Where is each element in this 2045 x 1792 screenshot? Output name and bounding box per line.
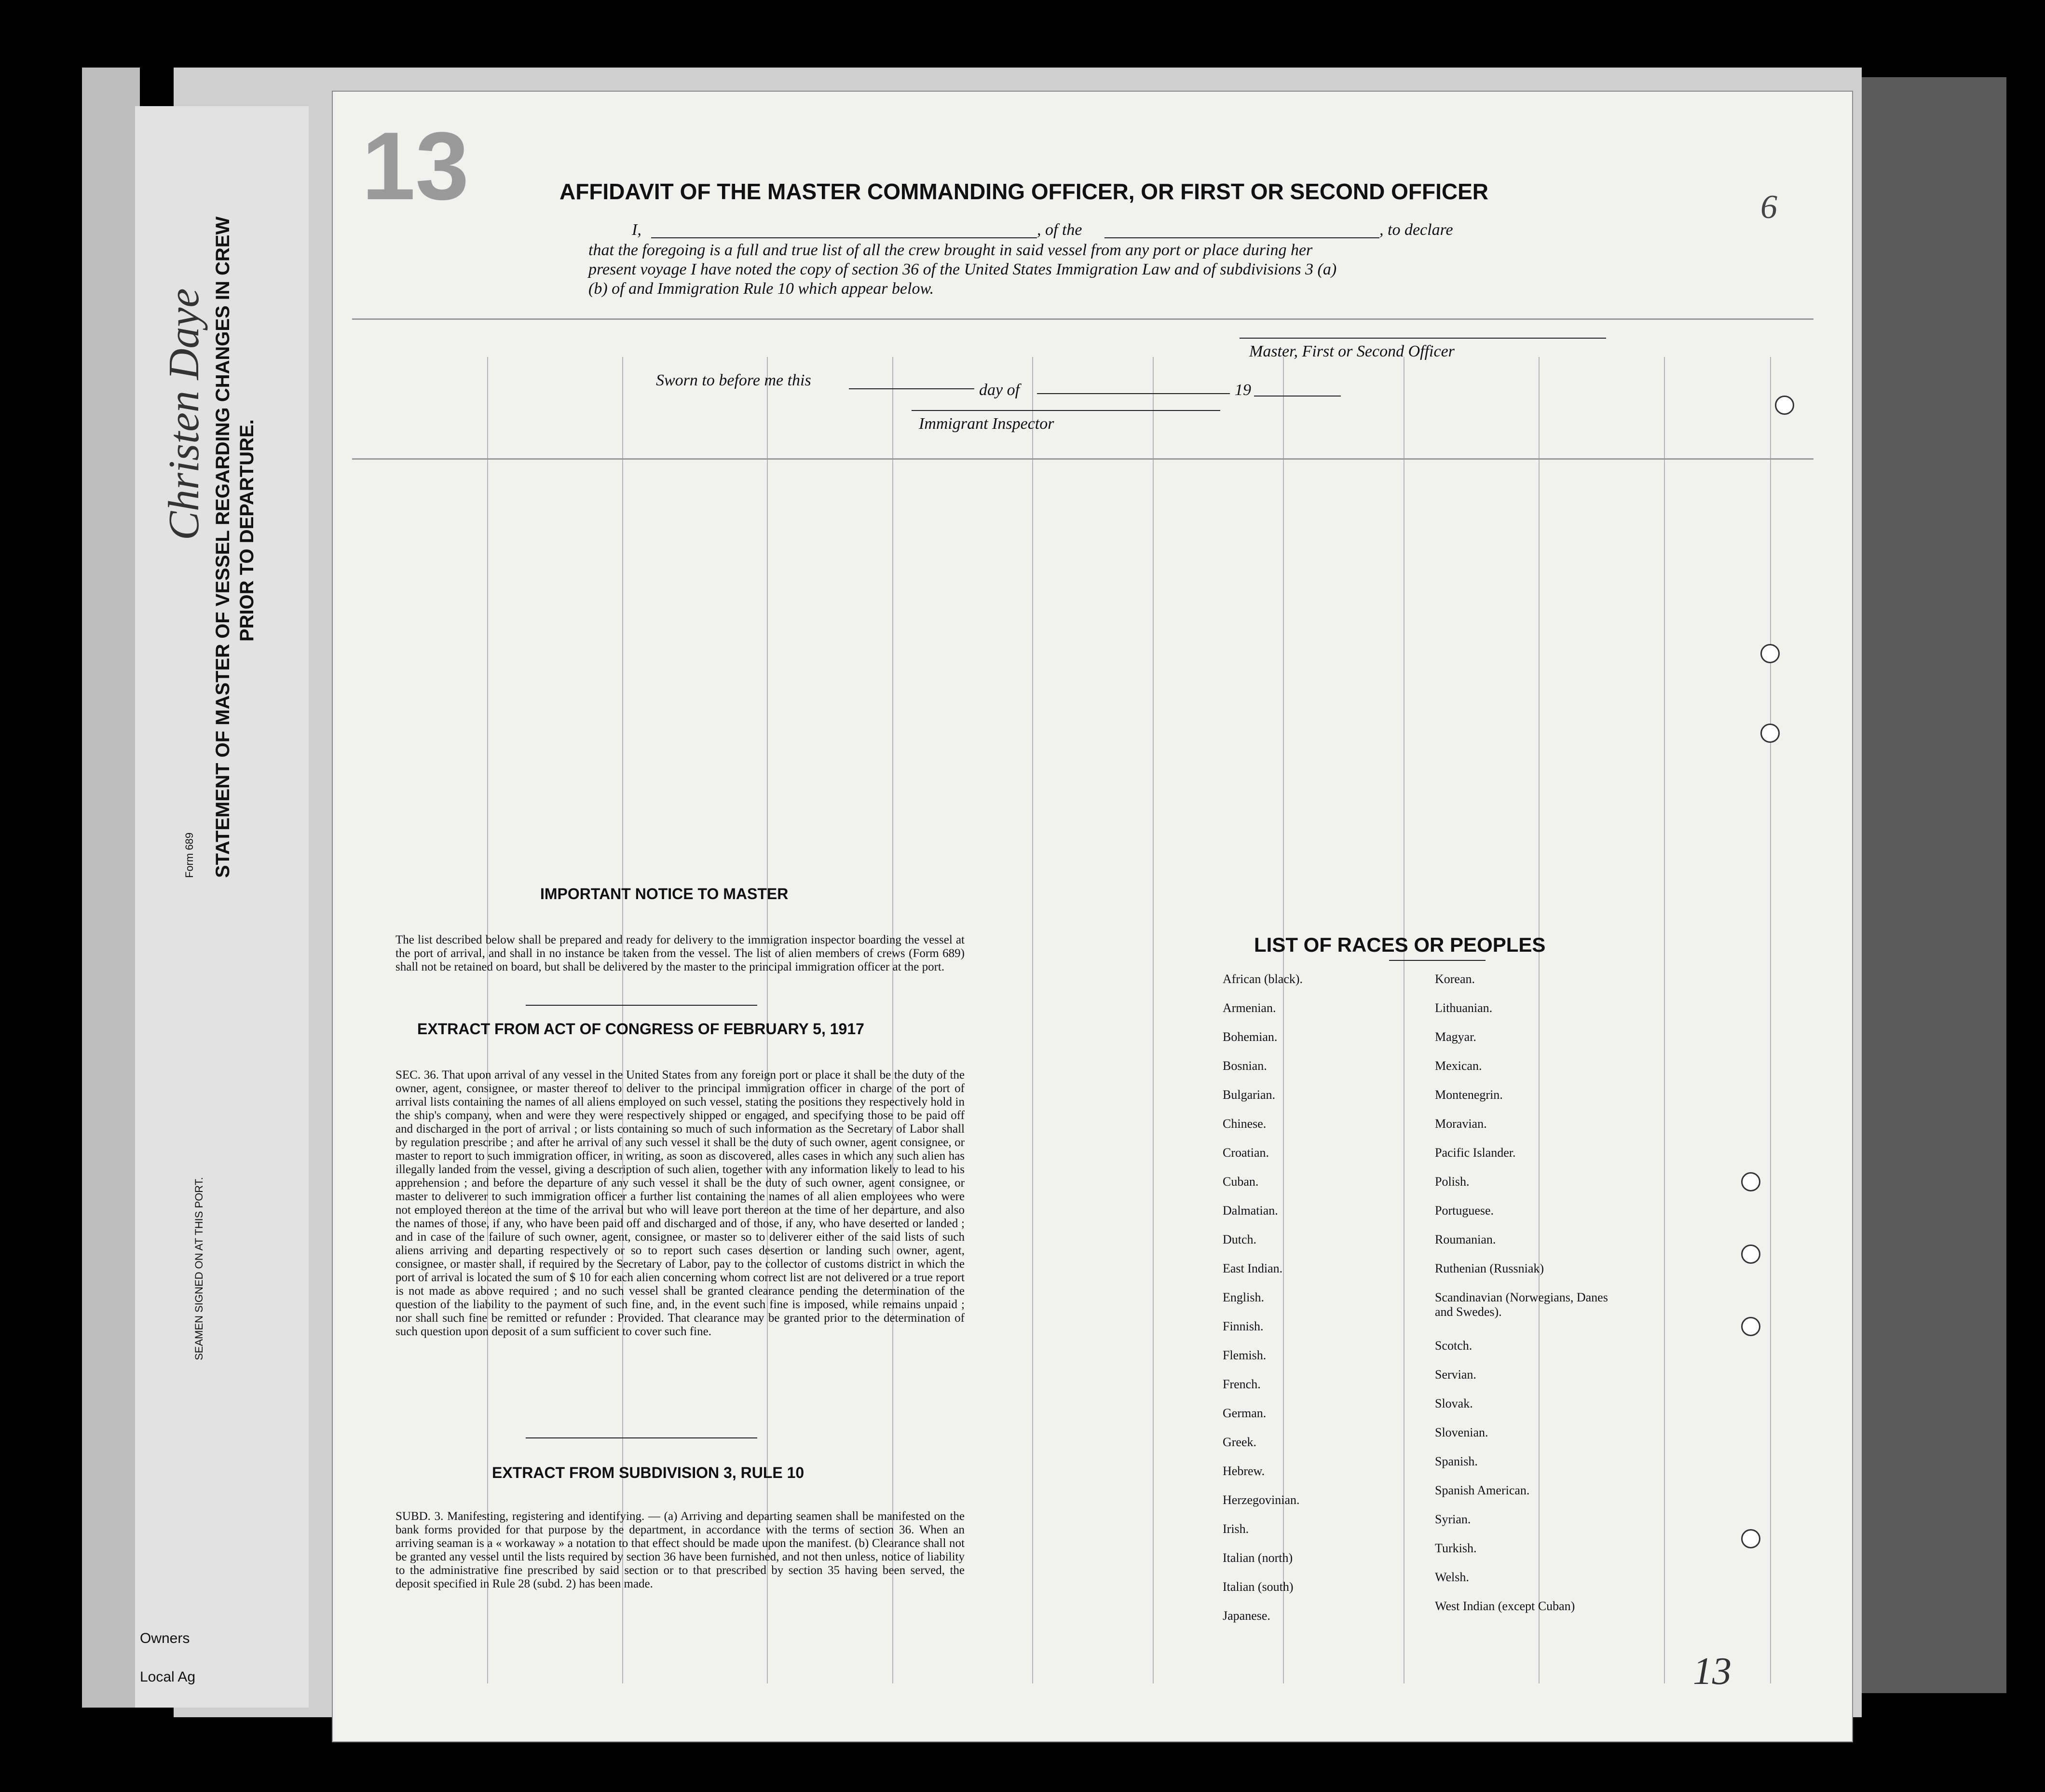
race-left-item: Irish.	[1223, 1522, 1249, 1536]
column-line	[1770, 357, 1771, 1683]
sheet-number: 13	[362, 112, 469, 220]
race-left-item: Chinese.	[1223, 1117, 1267, 1131]
race-right-item: Scandinavian (Norwegians, Danes and Swedes).	[1435, 1290, 1608, 1319]
notice-title: IMPORTANT NOTICE TO MASTER	[540, 885, 789, 903]
race-left-item: English.	[1223, 1290, 1264, 1304]
race-right-item: Welsh.	[1435, 1570, 1469, 1584]
declarant-prefix: I,	[632, 221, 641, 239]
sworn-day-line	[849, 388, 974, 389]
race-left-item: Finnish.	[1223, 1319, 1264, 1333]
side-form-local-agent: Local Ag	[140, 1669, 196, 1685]
race-right-item: Ruthenian (Russniak)	[1435, 1261, 1544, 1275]
punch-hole	[1741, 1529, 1760, 1548]
race-right-item: Syrian.	[1435, 1512, 1471, 1526]
race-left-item: Armenian.	[1223, 1001, 1276, 1015]
race-left-item: German.	[1223, 1406, 1267, 1420]
header-rule	[352, 318, 1813, 320]
race-right-item: Polish.	[1435, 1175, 1470, 1189]
affidavit-line-4: (b) of and Immigration Rule 10 which appear below.	[588, 280, 934, 298]
race-right-item: Spanish.	[1435, 1454, 1478, 1468]
column-line	[1664, 357, 1665, 1683]
punch-hole	[1760, 724, 1780, 743]
race-left-item: Dutch.	[1223, 1232, 1257, 1246]
race-right-item: Slovenian.	[1435, 1425, 1488, 1439]
background-strip	[82, 68, 140, 1708]
master-signature-line	[1240, 338, 1606, 339]
side-form-owners: Owners	[140, 1630, 190, 1646]
side-form-signed-on: SEAMEN SIGNED ON AT THIS PORT.	[193, 1177, 205, 1360]
race-right-item: Mexican.	[1435, 1059, 1482, 1073]
race-left-item: Italian (north)	[1223, 1551, 1293, 1565]
race-right-item: Spanish American.	[1435, 1483, 1530, 1497]
column-line	[1539, 357, 1540, 1683]
master-label: Master, First or Second Officer	[1249, 342, 1455, 360]
races-title-underline	[1389, 960, 1486, 961]
race-right-item: Korean.	[1435, 972, 1475, 986]
bottom-right-number: 13	[1693, 1650, 1731, 1693]
column-line	[1153, 357, 1154, 1683]
race-right-item: Magyar.	[1435, 1030, 1476, 1044]
race-right-item: Scotch.	[1435, 1339, 1472, 1353]
race-right-item: Turkish.	[1435, 1541, 1477, 1555]
inspector-label: Immigrant Inspector	[919, 415, 1054, 433]
race-left-item: French.	[1223, 1377, 1261, 1391]
race-left-item: Croatian.	[1223, 1146, 1269, 1160]
declarant-name-line	[651, 237, 1037, 238]
race-right-item: Servian.	[1435, 1368, 1476, 1382]
rule-extract-text: SUBD. 3. Manifesting, registering and identifying. — (a) Arriving and departing seamen shall be manifested on the bank forms provided for that purpose by the department, in accordance with the terms of section 36. When an arriving seaman is a « workaway » a notation to that effect should be made upon the manifest. (b) Clearance shall not be granted any vessel until the lists required by section 36 have been furnished, and not then unless, notice of liability to the administrative fine prescribed by said section or to that prescribed by section 35 having been served, the deposit specified in Rule 28 (subd. 2) has been made.	[395, 1510, 965, 1590]
race-left-item: Bohemian.	[1223, 1030, 1278, 1044]
act-divider	[526, 1437, 757, 1438]
side-form-title: STATEMENT OF MASTER OF VESSEL REGARDING CHANGES IN CREW	[212, 216, 233, 878]
rule-extract-title: EXTRACT FROM SUBDIVISION 3, RULE 10	[492, 1464, 804, 1481]
sworn-month-line	[1037, 393, 1230, 394]
punch-hole	[1775, 396, 1794, 415]
race-right-item: Pacific Islander.	[1435, 1146, 1516, 1160]
year-label: 19	[1235, 381, 1251, 399]
margin-number: 6	[1760, 189, 1777, 226]
side-form-sheet	[135, 106, 309, 1708]
race-left-item: Dalmatian.	[1223, 1204, 1278, 1217]
race-right-item: Portuguese.	[1435, 1204, 1494, 1217]
affidavit-line-2: that the foregoing is a full and true list of all the crew brought in said vessel from any port or place during her	[588, 241, 1313, 259]
race-left-item: Bulgarian.	[1223, 1088, 1276, 1102]
sworn-year-line	[1254, 396, 1341, 397]
punch-hole	[1760, 644, 1780, 663]
side-form-number: Form 689	[183, 832, 195, 878]
race-left-item: Japanese.	[1223, 1609, 1270, 1623]
inspector-signature-line	[912, 410, 1220, 411]
vessel-name-line	[1104, 237, 1379, 238]
column-line	[1283, 357, 1284, 1683]
header-rule	[352, 458, 1813, 460]
race-right-item: West Indian (except Cuban)	[1435, 1599, 1575, 1613]
act-extract-text: SEC. 36. That upon arrival of any vessel in the United States from any foreign port or place it shall be the duty of the owner, agent, consignee, or master thereof to deliver to the principal immigration officer in charge of the port of arrival lists containing the names of all aliens employed on such vessel, stating the positions they respectively hold in the ship's company, when and were they were respectively shipped or engaged, and specifying those to be paid off and discharged in the port of arrival ; or lists containing so much of such information as the Secretary of Labor shall by regulation prescribe ; and after he arrival of any such vessel it shall be the duty of such owner, agent consignee, or master to report to such immigration officer, in writing, as soon as discovered, alles cases in which any such alien has illegally landed from the vessel, giving a description of such alien, together with any information likely to lead to his apprehension ; and before the departure of any such vessel it shall be the duty of such owner, agent consignee, or master to deliverer to such immigration officer a further list containing the names of all alien employees who were not employed thereon at the time of the arrival but who will leave port thereon at the time of her departure, and also the names of those, if any, who have been paid off and discharged and of those, if any, who have deserted or landed ; and in case of the failure of such owner, agent, consignee, or master so to deliverer either of the said lists of such aliens arriving and departing respectively or so to report such cases desertion or landing such owner, agent, consignee, or master shall, if required by the Secretary of Labor, pay to the collector of customs district in which the port of arrival is located the sum of $ 10 for each alien concerning whom correct list are not delivered or a true report is not made as above required ; and no such vessel shall be granted clearance pending the determination of the question of the liability to the payment of such fine, and, in the event such fine is imposed, while remains unpaid ; nor shall such fine be remitted or refunder : Provided. That clearance may be granted prior to the determination of such question upon deposit of a sum sufficient to cover such fine.	[395, 1068, 965, 1338]
notice-divider	[526, 1005, 757, 1006]
affidavit-sheet	[333, 92, 1852, 1741]
declarant-of: , of the	[1037, 221, 1082, 239]
race-left-item: Cuban.	[1223, 1175, 1259, 1189]
punch-hole	[1741, 1172, 1760, 1191]
notice-text: The list described below shall be prepared and ready for delivery to the immigration inspector boarding the vessel at the port of arrival, and shall in no instance be taken from the vessel. The list of alien members of crews (Form 689) shall not be retained on board, but shall be delivered by the master to the principal immigration officer at the port.	[395, 933, 965, 973]
race-left-item: African (black).	[1223, 972, 1303, 986]
races-title: LIST OF RACES OR PEOPLES	[1254, 933, 1546, 956]
race-right-item: Roumanian.	[1435, 1232, 1496, 1246]
race-right-item: Montenegrin.	[1435, 1088, 1503, 1102]
background-dark-sheet	[1862, 77, 2006, 1693]
sworn-label: Sworn to before me this	[656, 371, 811, 389]
race-left-item: Hebrew.	[1223, 1464, 1265, 1478]
punch-hole	[1741, 1317, 1760, 1336]
side-form-subtitle: PRIOR TO DEPARTURE.	[236, 419, 258, 642]
punch-hole	[1741, 1245, 1760, 1264]
race-left-item: Italian (south)	[1223, 1580, 1294, 1594]
race-left-item: Flemish.	[1223, 1348, 1267, 1362]
act-extract-title: EXTRACT FROM ACT OF CONGRESS OF FEBRUARY 5, 1917	[417, 1020, 864, 1038]
race-right-item: Moravian.	[1435, 1117, 1487, 1131]
race-right-item: Lithuanian.	[1435, 1001, 1493, 1015]
affidavit-title: AFFIDAVIT OF THE MASTER COMMANDING OFFICER, OR FIRST OR SECOND OFFICER	[559, 179, 1488, 204]
race-left-item: Greek.	[1223, 1435, 1257, 1449]
declarant-suffix: , to declare	[1379, 221, 1453, 239]
handwritten-name: Christen Daye	[160, 288, 208, 540]
day-of-label: day of	[979, 381, 1020, 399]
column-line	[892, 357, 893, 1683]
race-left-item: Herzegovinian.	[1223, 1493, 1300, 1507]
race-right-item: Slovak.	[1435, 1396, 1473, 1410]
affidavit-line-3: present voyage I have noted the copy of section 36 of the United States Immigration Law and of subdivisions 3 (a)	[588, 260, 1337, 278]
column-line	[1032, 357, 1033, 1683]
race-left-item: Bosnian.	[1223, 1059, 1267, 1073]
race-left-item: East Indian.	[1223, 1261, 1283, 1275]
